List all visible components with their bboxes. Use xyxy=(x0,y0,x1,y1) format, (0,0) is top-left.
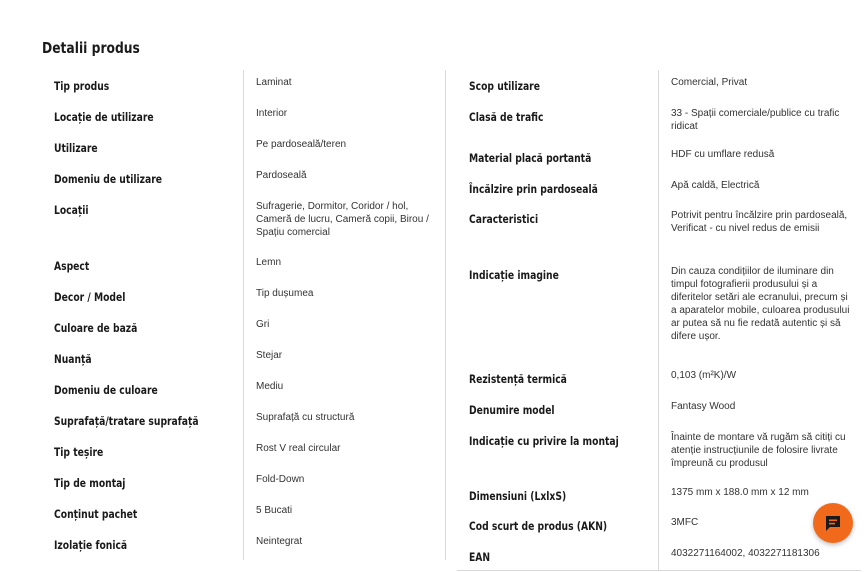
row-value: Din cauza condițiilor de iluminare din timpul fotografierii produsului și a diferitelor setări ale ecranului, precum și a aparatelor mobile, culoarea produsului ar putea să nu fie redată autentic și să difere ușor. xyxy=(671,266,850,342)
row-label: Rezistență termică xyxy=(469,372,567,386)
table-row xyxy=(42,374,446,405)
table-row xyxy=(42,101,446,132)
table-row xyxy=(457,101,861,142)
row-label: Nuanță xyxy=(54,352,92,366)
row-label: Culoare de bază xyxy=(54,321,138,335)
table-row xyxy=(457,425,861,480)
row-label: Material placă portantă xyxy=(469,151,592,165)
row-label: Scop utilizare xyxy=(469,79,540,93)
row-label: Clasă de trafic xyxy=(469,110,544,124)
row-value: Lemn xyxy=(256,257,282,268)
row-label: Decor / Model xyxy=(54,290,126,304)
row-label: Tip de montaj xyxy=(54,476,126,490)
table-row xyxy=(457,70,861,101)
table-row xyxy=(42,343,446,374)
row-value: Înainte de montare vă rugăm să citiți cu atenție instrucțiunile de folosire livrate împreună cu produsul xyxy=(671,432,846,469)
table-row xyxy=(457,203,861,259)
table-row xyxy=(42,194,446,250)
row-label: Indicație cu privire la montaj xyxy=(469,434,619,448)
row-value: Mediu xyxy=(256,381,284,392)
row-label: Aspect xyxy=(54,259,90,273)
row-label: Conținut pachet xyxy=(54,507,138,521)
row-value: Comercial, Privat xyxy=(671,77,748,88)
table-row xyxy=(42,250,446,281)
table-row xyxy=(457,480,861,510)
row-label: Domeniu de utilizare xyxy=(54,172,163,186)
chat-icon xyxy=(823,513,843,533)
row-value: Potrivit pentru încălzire prin pardoseală, Verificat - cu nivel redus de emisii xyxy=(671,210,848,234)
row-label: Caracteristici xyxy=(469,212,539,226)
row-value: 1375 mm x 188.0 mm x 12 mm xyxy=(671,487,809,498)
row-label: Indicație imagine xyxy=(469,268,559,282)
row-value: Tip dușumea xyxy=(256,288,314,299)
table-row xyxy=(42,312,446,343)
table-row xyxy=(457,541,861,572)
row-label: Încălzire prin pardoseală xyxy=(469,182,598,196)
row-value: Interior xyxy=(256,108,288,119)
row-value: Sufragerie, Dormitor, Coridor / hol, Cameră de lucru, Cameră copii, Birou / Spațiu comercial xyxy=(256,201,429,238)
table-row xyxy=(42,436,446,467)
table-row xyxy=(457,510,861,541)
row-label: Suprafață/tratare suprafață xyxy=(54,414,199,428)
row-label: Cod scurt de produs (AKN) xyxy=(469,519,608,533)
row-value: Gri xyxy=(256,319,270,330)
page-title: Detalii produs xyxy=(42,39,140,57)
row-value: Stejar xyxy=(256,350,283,361)
chat-button[interactable] xyxy=(813,503,853,543)
table-row xyxy=(42,163,446,194)
row-value: 3MFC xyxy=(671,517,699,528)
row-value: Apă caldă, Electrică xyxy=(671,180,760,191)
table-row xyxy=(457,394,861,425)
row-value: 5 Bucati xyxy=(256,505,293,516)
table-row xyxy=(457,173,861,203)
row-label: Tip teșire xyxy=(54,445,104,459)
row-label: Denumire model xyxy=(469,403,555,417)
table-row xyxy=(42,281,446,312)
table-row xyxy=(457,259,861,363)
table-row xyxy=(42,467,446,498)
row-value: Rost V real circular xyxy=(256,443,341,454)
row-value: HDF cu umflare redusă xyxy=(671,149,775,160)
table-row xyxy=(42,498,446,529)
row-label: Tip produs xyxy=(54,79,110,93)
table-row xyxy=(42,70,446,101)
row-label: Izolație fonică xyxy=(54,538,128,552)
row-value: Pe pardoseală/teren xyxy=(256,139,347,150)
table-row xyxy=(457,363,861,394)
row-label: Domeniu de culoare xyxy=(54,383,158,397)
row-value: Laminat xyxy=(256,77,292,88)
table-row xyxy=(42,529,446,560)
row-label: Utilizare xyxy=(54,141,98,155)
row-value: Suprafață cu structură xyxy=(256,412,355,423)
row-value: 4032271164002, 4032271181306 xyxy=(671,548,820,559)
table-row xyxy=(457,142,861,173)
row-value: 33 - Spații comerciale/publice cu trafic ridicat xyxy=(671,108,840,132)
row-value: 0,103 (m²K)/W xyxy=(671,370,737,381)
table-row xyxy=(42,405,446,436)
row-value: Fantasy Wood xyxy=(671,401,736,412)
row-label: Dimensiuni (LxlxS) xyxy=(469,489,567,503)
row-value: Pardoseală xyxy=(256,170,307,181)
row-label: Locații xyxy=(54,203,89,217)
row-value: Fold-Down xyxy=(256,474,305,485)
row-label: Locație de utilizare xyxy=(54,110,154,124)
row-value: Neintegrat xyxy=(256,536,303,547)
row-label: EAN xyxy=(469,550,491,564)
table-row xyxy=(42,132,446,163)
